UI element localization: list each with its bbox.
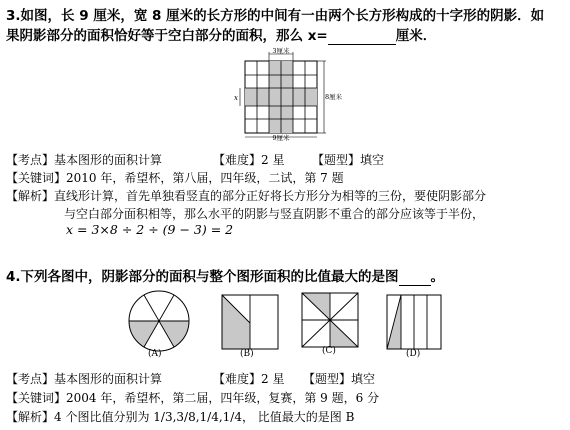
q4-keywords: 【关键词】2004 年，希望杯，第二届，四年级，复赛，第 9 题，6 分 bbox=[6, 391, 380, 405]
q4-label-c: (C) bbox=[322, 346, 336, 356]
q4-label-b: (B) bbox=[240, 349, 254, 359]
q4-figure-c bbox=[299, 290, 361, 350]
q4-stem-suffix: 。 bbox=[430, 269, 445, 285]
q4-label-a: (A) bbox=[148, 349, 162, 359]
q4-nandu: 【难度】2 星 bbox=[213, 372, 285, 386]
q4-answer-blank[interactable] bbox=[399, 269, 431, 286]
q4-kaodian: 【考点】基本图形的面积计算 bbox=[6, 372, 163, 386]
q4-figure-b bbox=[219, 292, 281, 352]
q4-label-d: (D) bbox=[406, 349, 421, 359]
q3-top-label: 3厘米 bbox=[272, 47, 290, 55]
q3-bottom-label: 9厘米 bbox=[272, 134, 290, 142]
q4-tixing: 【题型】填空 bbox=[303, 372, 376, 386]
q3-tixing: 【题型】填空 bbox=[312, 153, 385, 167]
q4-figure-a bbox=[126, 288, 192, 354]
q3-stem-line2-prefix: 果阴影部分的面积恰好等于空白部分的面积，那么 x= bbox=[6, 28, 328, 44]
q3-keywords: 【关键词】2010 年，希望杯，第八届，四年级，二试，第 7 题 bbox=[6, 171, 344, 185]
q3-analysis-line2: 与空白部分面积相等，那么水平的阴影与竖直阴影不重合的部分应该等于半份， bbox=[64, 207, 485, 221]
q4-b-shaded-region bbox=[222, 295, 250, 349]
q3-kaodian: 【考点】基本图形的面积计算 bbox=[6, 153, 163, 167]
q3-cross-figure bbox=[228, 47, 343, 142]
q3-stem-line2 bbox=[6, 24, 436, 45]
q4-a-shaded-sector-2 bbox=[129, 321, 159, 347]
q3-nandu: 【难度】2 星 bbox=[213, 153, 285, 167]
q4-stem-prefix: 4.下列各图中，阴影部分的面积与整个图形面积的比值最大的是图 bbox=[6, 269, 399, 285]
q3-right-label: 8厘米 bbox=[325, 93, 343, 101]
q4-a-shaded-sector-1 bbox=[159, 321, 189, 347]
q4-figure-d bbox=[384, 292, 444, 352]
q3-analysis-line1: 【解析】直线形计算，首先单独看竖直的部分正好将长方形分为相等的三份，要使阴影部分 bbox=[6, 189, 487, 203]
q4-analysis: 【解析】4 个图比值分别为 1/3,3/8,1/4,1/4， 比值最大的是图 B bbox=[6, 410, 355, 424]
q4-stem bbox=[6, 265, 444, 286]
q3-formula: x = 3×8 ÷ 2 ÷ (9 − 3) = 2 bbox=[66, 222, 234, 237]
q3-answer-blank[interactable] bbox=[328, 28, 396, 45]
q3-stem-line2-suffix: 厘米． bbox=[395, 28, 437, 44]
q3-x-label: x bbox=[234, 94, 238, 102]
q3-stem-line1: 3.如图，长 9 厘米，宽 8 厘米的长方形的中间有一由两个长方形构成的十字形的阴影．如 bbox=[6, 8, 545, 24]
